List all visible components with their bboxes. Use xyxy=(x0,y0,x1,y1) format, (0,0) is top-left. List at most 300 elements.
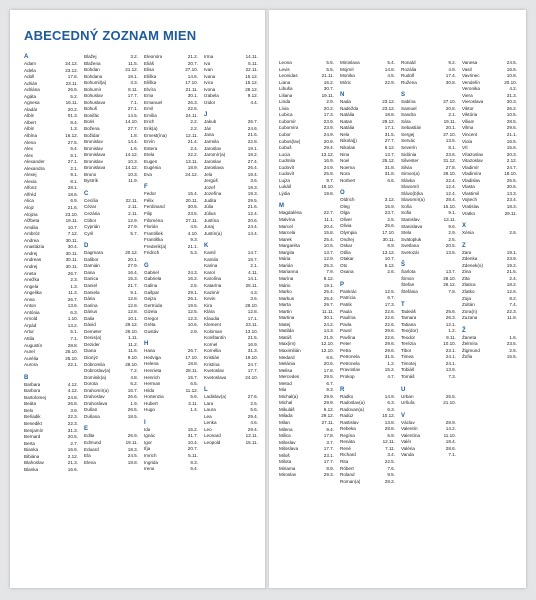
name-text: Konštantín xyxy=(204,335,226,341)
name-text: Andrea xyxy=(24,237,39,243)
name-text: Milota xyxy=(279,459,292,465)
name-text: Estera xyxy=(144,145,158,151)
name-day-date: 27.5. xyxy=(67,139,78,145)
name-text: Zlatko xyxy=(462,288,475,294)
name-day-date: 3.6. xyxy=(250,296,258,302)
name-text: Maximilián xyxy=(279,347,301,353)
name-day-date: 13.3. xyxy=(506,190,517,196)
name-day-date: 20.2. xyxy=(323,105,334,111)
name-text: Radko xyxy=(340,393,354,399)
name-text: Mia xyxy=(279,387,287,393)
name-day-date: 30.11. xyxy=(65,250,78,256)
name-day-date: 15.7. xyxy=(187,374,198,380)
name-day-date: 26.7. xyxy=(67,296,78,302)
name-text: Berta xyxy=(24,440,35,446)
name-text: Sergej xyxy=(401,131,415,137)
name-day-date: 27.10. xyxy=(185,67,198,73)
name-day-date: 14.10. xyxy=(125,119,138,125)
name-day-date: 29.3. xyxy=(323,472,334,478)
name-day-date: 20.2. xyxy=(67,106,78,112)
name-day-date: 8.1. xyxy=(448,145,456,151)
name-text: Ružena xyxy=(401,79,417,85)
name-day-date: 27.4. xyxy=(247,158,258,164)
name-day-date: 16.5. xyxy=(506,138,517,144)
name-entry xyxy=(462,315,523,322)
name-text: Valentína xyxy=(401,432,421,438)
name-text: Rebeka xyxy=(340,426,356,432)
name-day-date: 1.8. xyxy=(130,132,138,138)
name-text: Adam xyxy=(24,61,37,66)
name-day-date: 3.2. xyxy=(130,54,138,59)
name-text: Dobroslav(a) xyxy=(84,368,111,374)
name-text: Štefan xyxy=(401,282,415,288)
name-text: Pavol xyxy=(340,328,352,334)
name-day-date: 5.3. xyxy=(190,250,198,256)
name-day-date: 24.6. xyxy=(247,125,258,131)
name-day-date: 15.2. xyxy=(187,426,198,432)
name-entry xyxy=(84,231,144,238)
name-day-date: 14.5. xyxy=(127,112,138,118)
name-day-date: 24.7. xyxy=(506,164,517,170)
name-day-date: 19.1. xyxy=(323,282,334,288)
name-day-date: 20.6. xyxy=(323,361,334,367)
name-day-date: 31.3. xyxy=(67,427,78,433)
name-text: Miroslav xyxy=(279,472,297,478)
name-text: Ervín xyxy=(144,139,155,145)
name-day-date: 31.3. xyxy=(506,92,517,98)
name-text: Herman xyxy=(144,381,161,387)
name-text: Vendelín xyxy=(462,79,480,85)
name-day-date: 8.1. xyxy=(70,178,78,184)
letter-heading: Ž xyxy=(462,327,466,334)
name-text: Ela xyxy=(84,453,91,459)
name-text: Timotej xyxy=(401,360,416,366)
name-day-date: 4.4. xyxy=(250,99,258,105)
name-text: Simon(a) xyxy=(401,171,420,177)
name-day-date: 18.10. xyxy=(321,184,334,190)
name-day-date: 7.6. xyxy=(387,465,395,471)
name-day-date: 29.7. xyxy=(323,302,334,308)
name-text: Uršuľa xyxy=(401,400,415,406)
name-text: Drahoslava xyxy=(84,400,108,406)
name-entry xyxy=(24,467,84,474)
name-day-date: 21.5. xyxy=(506,269,517,275)
name-text: Margita xyxy=(279,249,295,255)
name-text: Ivona xyxy=(204,86,216,92)
name-day-date: 23.6. xyxy=(445,151,456,157)
name-day-date: 2.5. xyxy=(509,347,517,353)
name-day-date: 23.7. xyxy=(384,210,395,216)
name-text: Melánia xyxy=(279,361,296,367)
name-text: Ronald xyxy=(401,60,416,65)
name-text: Petronela xyxy=(340,360,360,366)
name-text: Svätopluk xyxy=(401,236,422,242)
name-text: Eliška xyxy=(144,80,157,86)
name-text: Vitazoslav xyxy=(462,158,483,164)
name-day-date: 22.2. xyxy=(187,152,198,158)
name-day-date: 18.1. xyxy=(127,73,138,79)
name-text: Milena xyxy=(279,426,293,432)
name-day-date: 2.2. xyxy=(190,119,198,125)
name-text: Sofia xyxy=(401,210,412,216)
name-text: Vincent xyxy=(462,132,478,138)
name-text: Jergúš xyxy=(204,178,218,184)
name-day-date: 22.3. xyxy=(67,420,78,426)
name-text: Gréta xyxy=(144,322,156,328)
name-text: Emanuel xyxy=(144,99,163,105)
name-text: Alexia xyxy=(24,178,37,184)
name-day-date: 12.5. xyxy=(384,288,395,294)
name-text: Andrej xyxy=(24,250,38,256)
right-column-1 xyxy=(279,60,340,485)
name-day-date: 7.8. xyxy=(448,288,456,294)
name-day-date: 14.9. xyxy=(384,393,395,399)
name-text: Bohumil(a) xyxy=(84,80,107,86)
name-text: Zita xyxy=(462,275,470,281)
name-text: Alžbeta xyxy=(24,218,40,224)
name-text: Bronislava xyxy=(84,152,106,158)
name-day-date: 10.7. xyxy=(67,224,78,230)
name-text: Liana xyxy=(279,79,291,85)
letter-heading: Z xyxy=(462,242,466,249)
left-column-1 xyxy=(24,54,84,473)
name-day-date: 29.12. xyxy=(125,322,138,328)
name-entry xyxy=(144,407,204,414)
name-day-date: 22.3. xyxy=(506,308,517,314)
name-text: Gustáv xyxy=(144,328,159,334)
name-text: Peter xyxy=(340,341,351,347)
name-day-date: 24.5. xyxy=(127,453,138,459)
name-text: Ľubos(lav) xyxy=(279,138,301,144)
name-text: Malvína xyxy=(279,217,296,223)
name-day-date: 10.5. xyxy=(506,112,517,118)
name-day-date: 3.3. xyxy=(130,80,138,86)
name-day-date: 21.9. xyxy=(323,334,334,340)
name-day-date: 31.5. xyxy=(384,131,395,137)
name-text: Aurel xyxy=(24,349,35,355)
name-text: Edita xyxy=(84,433,95,439)
name-text: Sandra xyxy=(401,112,416,118)
letter-heading: A xyxy=(24,54,29,60)
name-day-date: 6.4. xyxy=(190,466,198,472)
name-day-date: 25.4. xyxy=(323,295,334,301)
name-day-date: 18.3. xyxy=(127,446,138,452)
name-day-date: 30.8. xyxy=(445,79,456,85)
name-entry xyxy=(24,362,84,369)
name-text: Natan xyxy=(340,118,353,124)
name-day-date: 7.3. xyxy=(448,373,456,379)
name-text: Cezária xyxy=(84,211,100,217)
name-text: Eleonóra xyxy=(144,54,163,59)
name-day-date: 7.4. xyxy=(509,302,517,308)
name-text: Lenka xyxy=(204,420,217,426)
name-text: Slávo(b)ka xyxy=(401,190,423,196)
name-text: Izabela xyxy=(204,93,219,99)
name-day-date: 28.11. xyxy=(185,367,198,373)
name-text: Tibor xyxy=(401,347,412,353)
name-day-date: 25.6. xyxy=(384,223,395,229)
name-text: Dalia xyxy=(84,315,95,321)
name-text: Adolf xyxy=(24,74,35,80)
name-day-date: 1.9. xyxy=(130,400,138,406)
name-day-date: 7.9. xyxy=(326,269,334,275)
name-text: Olga xyxy=(340,210,350,216)
name-text: Albert xyxy=(24,119,37,125)
name-text: Mojmír xyxy=(340,66,355,72)
letter-heading: X xyxy=(462,223,467,230)
name-text: Leo xyxy=(204,426,212,432)
name-day-date: 10.6. xyxy=(187,322,198,328)
name-entry xyxy=(84,414,144,421)
name-day-date: 7.1. xyxy=(70,335,78,341)
name-day-date: 10.7. xyxy=(384,256,395,262)
name-day-date: 25.10. xyxy=(65,349,78,355)
name-day-date: 2.5. xyxy=(250,400,258,406)
name-day-date: 5.5. xyxy=(326,66,334,72)
name-text: Ľubor xyxy=(279,132,291,138)
name-day-date: 4.12. xyxy=(67,388,78,394)
name-text: Amália xyxy=(24,224,39,230)
name-text: Jaroslav xyxy=(204,158,222,164)
name-day-date: 30.1. xyxy=(323,315,334,321)
name-day-date: 18.8. xyxy=(384,112,395,118)
name-text: Attila xyxy=(24,335,35,341)
name-text: Šimon xyxy=(401,275,415,281)
name-text: Imrich xyxy=(144,452,157,458)
name-text: Móric xyxy=(340,79,352,85)
name-entry xyxy=(144,466,204,473)
name-text: Jozef xyxy=(204,184,215,190)
name-day-date: 12.1. xyxy=(445,321,456,327)
name-text: Xénia xyxy=(462,230,474,236)
name-day-date: 6.2. xyxy=(130,381,138,387)
name-text: Šarlota xyxy=(401,269,416,275)
name-text: Zoltán xyxy=(462,302,475,308)
name-entry xyxy=(340,80,401,87)
name-day-date: 23.10. xyxy=(65,211,78,217)
name-day-date: 27.10. xyxy=(443,131,456,137)
name-text: Otakar xyxy=(340,256,354,262)
name-text: Benedikt xyxy=(24,420,42,426)
name-text: Karolína xyxy=(204,276,222,282)
name-day-date: 11.11. xyxy=(321,308,334,314)
name-day-date: 21.5. xyxy=(247,335,258,341)
name-day-date: 17.1. xyxy=(384,125,395,131)
name-day-date: 5.11. xyxy=(248,60,258,66)
name-day-date: 7.11. xyxy=(385,445,395,451)
name-entry xyxy=(401,289,462,296)
name-day-date: 5.12. xyxy=(384,262,395,268)
name-day-date: 13.12. xyxy=(321,151,334,157)
name-text: Viktória xyxy=(462,112,478,118)
name-day-date: 2.5. xyxy=(387,216,395,222)
name-day-date: 19.1. xyxy=(506,249,517,255)
name-day-date: 13.11. xyxy=(443,217,456,223)
name-text: Norbert xyxy=(340,177,356,183)
name-text: Matilda xyxy=(279,328,294,334)
name-day-date: 10.10. xyxy=(443,341,456,347)
name-text: Valéria xyxy=(401,445,415,451)
name-day-date: 2.6. xyxy=(387,269,395,275)
name-day-date: 17.7. xyxy=(247,368,258,374)
name-text: Dušana xyxy=(84,413,100,419)
name-day-date: 9.2. xyxy=(448,60,456,65)
name-text: Lujza xyxy=(279,177,290,183)
name-day-date: 18.9. xyxy=(187,165,198,171)
name-text: Sára xyxy=(401,118,411,124)
name-entry xyxy=(401,250,462,257)
name-text: Dobromila xyxy=(84,361,105,367)
name-text: Klement xyxy=(204,322,221,328)
name-entry xyxy=(462,230,523,237)
name-text: Rudolf xyxy=(401,73,415,79)
name-day-date: 12.5. xyxy=(187,309,198,315)
name-day-date: 13.10. xyxy=(245,328,258,334)
name-text: Gašpar xyxy=(144,289,160,295)
name-text: Bronislav xyxy=(84,158,103,164)
name-text: Ivica xyxy=(204,80,214,86)
name-day-date: 23.11. xyxy=(245,322,258,328)
name-day-date: 13.5. xyxy=(445,138,456,144)
name-day-date: 17.8. xyxy=(323,367,334,373)
name-day-date: 26.10. xyxy=(125,328,138,334)
name-day-date: 6.4. xyxy=(70,146,78,152)
name-text: Justín(a) xyxy=(204,230,222,236)
name-text: Hilda xyxy=(144,387,155,393)
name-day-date: 7.2. xyxy=(130,368,138,374)
name-text: Ferdinand xyxy=(144,204,165,210)
name-day-date: 15.3. xyxy=(127,276,138,282)
name-text: Václav xyxy=(401,419,415,425)
name-text: Artur xyxy=(24,329,34,335)
name-text: Samuel xyxy=(401,105,417,111)
name-text: Vasil xyxy=(462,66,472,72)
name-text: Tamara xyxy=(401,315,417,321)
name-text: Lea xyxy=(204,413,212,419)
name-text: Bronislav xyxy=(84,139,103,145)
name-text: Teodor xyxy=(401,334,416,340)
name-text: Teo(dor) xyxy=(401,328,419,334)
name-day-date: 20.11. xyxy=(185,197,198,203)
letter-heading: H xyxy=(144,341,149,348)
name-day-date: 22.6. xyxy=(384,321,395,327)
name-day-date: 11.6. xyxy=(128,348,138,354)
name-day-date: 6.5. xyxy=(190,381,198,387)
name-day-date: 4.7. xyxy=(387,373,395,379)
name-day-date: 13.12. xyxy=(382,249,395,255)
left-column-4 xyxy=(204,54,264,473)
name-text: Sebastián xyxy=(401,125,422,131)
name-text: Karol xyxy=(204,269,215,275)
name-day-date: 3.11. xyxy=(188,400,198,406)
name-text: Gertrúda xyxy=(144,302,163,308)
name-text: Alexandra xyxy=(24,165,45,171)
name-text: Timea xyxy=(401,354,414,360)
name-day-date: 22.5. xyxy=(384,458,395,464)
name-day-date: 24.5. xyxy=(506,60,517,65)
name-day-date: 12.10. xyxy=(321,341,334,347)
name-text: Oxana xyxy=(340,269,354,275)
name-day-date: 24.2. xyxy=(323,321,334,327)
name-day-date: 21.6. xyxy=(67,205,78,211)
name-day-date: 22.1. xyxy=(67,362,78,368)
name-text: Ondrej xyxy=(340,236,354,242)
name-text: Adela xyxy=(24,67,36,73)
name-text: Filoména xyxy=(144,217,163,223)
name-day-date: 2.1. xyxy=(70,165,78,171)
name-text: Andrej xyxy=(24,263,38,269)
name-entry xyxy=(204,375,264,382)
name-text: Irma xyxy=(204,54,214,59)
name-text: Petra xyxy=(340,347,351,353)
name-text: Zuzana xyxy=(462,315,478,321)
name-text: Milan xyxy=(279,419,290,425)
name-text: Vlastimil xyxy=(462,190,480,196)
name-day-date: 19.11. xyxy=(321,92,334,98)
name-text: Rastislav xyxy=(340,419,359,425)
name-day-date: 28.8. xyxy=(67,342,78,348)
name-text: Ľudovít xyxy=(279,164,295,170)
name-day-date: 2.12. xyxy=(67,453,78,459)
letter-heading: S xyxy=(401,92,406,99)
name-day-date: 28.4. xyxy=(445,197,456,203)
name-day-date: 23.12. xyxy=(382,105,395,111)
name-entry xyxy=(144,329,204,336)
name-text: Bohumír xyxy=(84,86,102,92)
name-text: Servác xyxy=(401,138,416,144)
name-text: Olympia xyxy=(340,230,357,236)
left-columns xyxy=(24,54,261,473)
name-text: Dušan xyxy=(84,407,98,413)
name-day-date: 6.6. xyxy=(387,177,395,183)
name-day-date: 26.6. xyxy=(67,87,78,93)
name-text: Dalibor xyxy=(84,256,99,262)
name-day-date: 29.9. xyxy=(323,393,334,399)
name-text: Hedviga xyxy=(144,354,161,360)
name-text: Gejza xyxy=(144,296,157,302)
name-text: Emil xyxy=(144,106,153,112)
name-text: Aladár xyxy=(24,106,38,112)
name-text: Gregor xyxy=(144,315,159,321)
name-text: Prokop xyxy=(340,373,355,379)
name-day-date: 15.6. xyxy=(506,145,517,151)
name-entry xyxy=(340,269,401,276)
name-day-date: 2.2. xyxy=(190,126,198,132)
name-text: Martin xyxy=(279,308,292,314)
name-day-date: 14.8. xyxy=(384,66,395,72)
name-text: Bohuslav xyxy=(84,93,103,99)
name-text: Michal(a) xyxy=(279,393,298,399)
name-day-date: 23.12. xyxy=(65,67,78,73)
name-text: Želmíra xyxy=(462,341,478,347)
name-text: Drahomír(a) xyxy=(84,387,109,393)
name-day-date: 25.8. xyxy=(323,171,334,177)
name-day-date: 27.11. xyxy=(185,217,198,223)
name-text: Aneta xyxy=(24,270,37,276)
name-day-date: 26.4. xyxy=(247,165,258,171)
name-day-date: 26.7. xyxy=(67,270,78,276)
name-day-date: 21.3. xyxy=(67,460,78,466)
name-text: Kira xyxy=(204,302,213,308)
name-text: Damián xyxy=(84,263,100,269)
name-text: Kristína xyxy=(204,361,220,367)
name-text: Oleg xyxy=(340,203,350,209)
name-day-date: 22.3. xyxy=(67,414,78,420)
name-day-date: 20.12. xyxy=(125,250,138,256)
page-title: ABECEDNÝ ZOZNAM MIEN xyxy=(24,28,197,43)
name-day-date: 7.12. xyxy=(67,231,78,237)
name-day-date: 27.1. xyxy=(127,106,138,112)
